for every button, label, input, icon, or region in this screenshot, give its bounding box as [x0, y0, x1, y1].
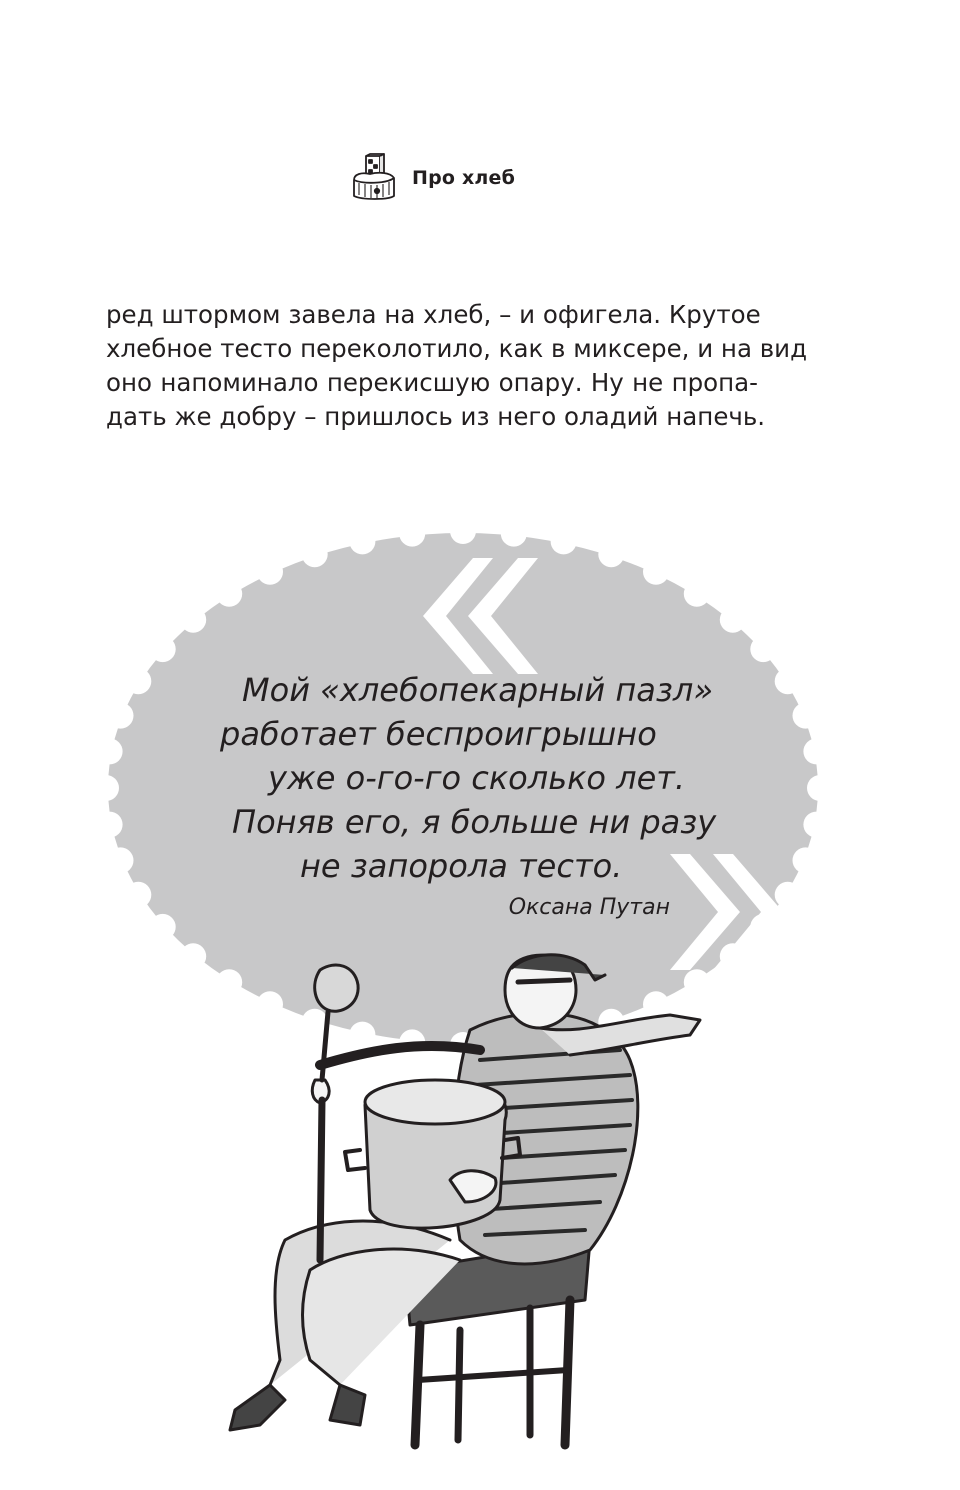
- body-line: оно напоминало перекисшую опару. Ну не пропа-: [106, 368, 758, 397]
- scallop-notch: [807, 775, 833, 801]
- quote-text: [180, 668, 800, 888]
- bread-icon: [350, 152, 398, 204]
- scallop-notch: [150, 914, 176, 940]
- scallop-notch: [108, 847, 134, 873]
- scallop-notch: [97, 738, 123, 764]
- scallop-notch: [97, 812, 123, 838]
- scallop-notch: [501, 521, 527, 547]
- body-line: ред штормом завела на хлеб, – и офигела. Крутое: [106, 300, 761, 329]
- scallop-notch: [216, 581, 242, 607]
- scallop-notch: [302, 541, 328, 567]
- scallop-notch: [150, 636, 176, 662]
- quote-line: работает беспроигрышно: [220, 715, 657, 753]
- scallop-notch: [684, 581, 710, 607]
- scallop-notch: [125, 882, 151, 908]
- scallop-notch: [643, 559, 669, 585]
- running-header-title: Про хлеб: [412, 167, 516, 189]
- scallop-notch: [257, 559, 283, 585]
- scallop-notch: [551, 528, 577, 554]
- scallop-notch: [803, 738, 829, 764]
- scallop-notch: [598, 541, 624, 567]
- scallop-notch: [349, 528, 375, 554]
- running-header: [350, 150, 515, 206]
- scallop-notch: [803, 812, 829, 838]
- quote-line: уже о-го-го сколько лет.: [268, 759, 686, 797]
- body-paragraph: [106, 298, 808, 434]
- scallop-notch: [93, 775, 119, 801]
- body-line: дать же добру – пришлось из него оладий напечь.: [106, 402, 766, 431]
- quote-line: не запорола тесто.: [300, 847, 623, 885]
- body-line: хлебное тесто переколотило, как в миксере, и на вид: [106, 334, 808, 363]
- scallop-notch: [720, 607, 746, 633]
- quote-line: Мой «хлебопекарный пазл»: [242, 671, 714, 709]
- quote-line: Поняв его, я больше ни разу: [232, 803, 717, 841]
- scallop-notch: [180, 607, 206, 633]
- scallop-notch: [399, 521, 425, 547]
- quote-author: Оксана Путан: [508, 895, 670, 920]
- woman-on-stool-with-pot-illustration: [200, 940, 720, 1460]
- scallop-notch: [450, 518, 476, 544]
- scallop-notch: [108, 703, 134, 729]
- scallop-notch: [750, 636, 776, 662]
- scallop-notch: [125, 668, 151, 694]
